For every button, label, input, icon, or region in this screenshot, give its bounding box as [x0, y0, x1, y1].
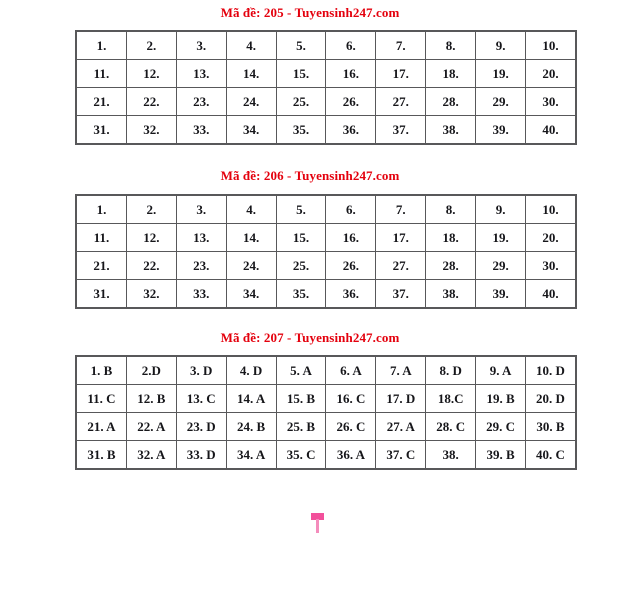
answer-cell[interactable]: 2.D — [126, 357, 176, 385]
answer-cell[interactable]: 24. B — [226, 413, 276, 441]
answer-cell[interactable]: 31. — [77, 280, 127, 308]
answer-cell[interactable]: 36. A — [326, 441, 376, 469]
answer-cell[interactable]: 27. — [376, 252, 426, 280]
answer-cell[interactable]: 21. — [77, 88, 127, 116]
answer-cell[interactable]: 11. C — [77, 385, 127, 413]
answer-cell[interactable]: 16. — [326, 60, 376, 88]
table-row — [77, 441, 576, 469]
answer-grid-wrap-207 — [76, 356, 565, 469]
answer-cell[interactable]: 12. — [126, 224, 176, 252]
answer-cell[interactable]: 17. D — [376, 385, 426, 413]
answer-cell[interactable]: 40. — [526, 116, 576, 144]
exam-code-title-206: Mã đề: 206 - Tuyensinh247.com — [220, 168, 400, 183]
answer-cell[interactable]: 8. D — [426, 357, 476, 385]
answer-cell[interactable]: 38. — [426, 280, 476, 308]
pink-pushpin-icon — [311, 513, 325, 533]
answer-grid-wrap-205 — [76, 31, 559, 144]
answer-grid-205 — [76, 31, 576, 144]
answer-cell[interactable]: 16. C — [326, 385, 376, 413]
answer-cell[interactable]: 30. — [526, 252, 576, 280]
answer-cell[interactable]: 25. — [276, 88, 326, 116]
answer-cell[interactable]: 27. — [376, 88, 426, 116]
answer-cell[interactable]: 38. — [426, 441, 476, 469]
answer-cell[interactable]: 21. A — [77, 413, 127, 441]
answer-cell[interactable]: 33. — [176, 116, 226, 144]
answer-cell[interactable]: 23. D — [176, 413, 226, 441]
answer-cell[interactable]: 32. — [126, 116, 176, 144]
answer-cell[interactable]: 24. — [226, 88, 276, 116]
answer-block-205 — [0, 5, 620, 21]
answer-cell[interactable]: 20. — [526, 60, 576, 88]
answer-cell[interactable]: 3. — [176, 196, 226, 224]
table-row — [77, 357, 576, 385]
answer-cell[interactable]: 16. — [326, 224, 376, 252]
answer-cell[interactable]: 10. — [526, 32, 576, 60]
answer-cell[interactable]: 32. — [126, 280, 176, 308]
answer-block-206 — [0, 168, 620, 184]
answer-cell[interactable]: 39. — [476, 116, 526, 144]
table-row — [77, 60, 576, 88]
answer-cell[interactable]: 39. B — [476, 441, 526, 469]
answer-block-207 — [0, 330, 620, 346]
answer-cell[interactable]: 35. — [276, 280, 326, 308]
answer-cell[interactable]: 37. — [376, 116, 426, 144]
answer-cell[interactable]: 9. — [476, 32, 526, 60]
answer-cell[interactable]: 40. C — [526, 441, 576, 469]
answer-grid-207 — [76, 356, 576, 469]
answer-cell[interactable]: 12. B — [126, 385, 176, 413]
answer-cell[interactable]: 5. — [276, 196, 326, 224]
answer-cell[interactable]: 24. — [226, 252, 276, 280]
answer-cell[interactable]: 18. — [426, 60, 476, 88]
answer-cell[interactable]: 30. — [526, 88, 576, 116]
answer-cell[interactable]: 11. — [77, 60, 127, 88]
answer-cell[interactable]: 14. — [226, 224, 276, 252]
answer-cell[interactable]: 21. — [77, 252, 127, 280]
table-row — [77, 413, 576, 441]
answer-cell[interactable]: 7. — [376, 196, 426, 224]
answer-cell[interactable]: 30. B — [526, 413, 576, 441]
answer-cell[interactable]: 34. A — [226, 441, 276, 469]
answer-cell[interactable]: 28. — [426, 88, 476, 116]
answer-cell[interactable]: 31. B — [77, 441, 127, 469]
answer-cell[interactable]: 38. — [426, 116, 476, 144]
answer-cell[interactable]: 4. — [226, 32, 276, 60]
answer-cell[interactable]: 26. — [326, 252, 376, 280]
answer-cell[interactable]: 13. C — [176, 385, 226, 413]
answer-cell[interactable]: 12. — [126, 60, 176, 88]
answer-cell[interactable]: 20. D — [526, 385, 576, 413]
answer-cell[interactable]: 3. D — [176, 357, 226, 385]
answer-cell[interactable]: 22. — [126, 88, 176, 116]
answer-cell[interactable]: 33. D — [176, 441, 226, 469]
answer-cell[interactable]: 39. — [476, 280, 526, 308]
answer-cell[interactable]: 35. C — [276, 441, 326, 469]
answer-cell[interactable]: 28. — [426, 252, 476, 280]
table-row — [77, 252, 576, 280]
answer-cell[interactable]: 29. C — [476, 413, 526, 441]
answer-cell[interactable]: 9. A — [476, 357, 526, 385]
answer-cell[interactable]: 15. — [276, 60, 326, 88]
answer-cell[interactable]: 27. A — [376, 413, 426, 441]
table-row — [77, 32, 576, 60]
answer-cell[interactable]: 23. — [176, 88, 226, 116]
pushpin-needle — [316, 519, 319, 533]
answer-cell[interactable]: 31. — [77, 116, 127, 144]
answer-cell[interactable]: 32. A — [126, 441, 176, 469]
answer-grid-wrap-206 — [76, 195, 559, 308]
table-row — [77, 116, 576, 144]
answer-cell[interactable]: 19. B — [476, 385, 526, 413]
exam-code-title-207: Mã đề: 207 - Tuyensinh247.com — [220, 330, 400, 345]
answer-cell[interactable]: 6. — [326, 196, 376, 224]
answer-cell[interactable]: 7. — [376, 32, 426, 60]
answer-cell[interactable]: 10. D — [526, 357, 576, 385]
answer-cell[interactable]: 25. B — [276, 413, 326, 441]
answer-cell[interactable]: 8. — [426, 196, 476, 224]
answer-cell[interactable]: 29. — [476, 252, 526, 280]
answer-cell[interactable]: 9. — [476, 196, 526, 224]
answer-cell[interactable]: 6. — [326, 32, 376, 60]
answer-cell[interactable]: 7. A — [376, 357, 426, 385]
answer-cell[interactable]: 36. — [326, 116, 376, 144]
answer-cell[interactable]: 19. — [476, 60, 526, 88]
answer-cell[interactable]: 26. C — [326, 413, 376, 441]
answer-cell[interactable]: 33. — [176, 280, 226, 308]
answer-cell[interactable]: 28. C — [426, 413, 476, 441]
answer-cell[interactable]: 40. — [526, 280, 576, 308]
table-row — [77, 88, 576, 116]
table-row — [77, 280, 576, 308]
answer-cell[interactable]: 29. — [476, 88, 526, 116]
answer-cell[interactable]: 8. — [426, 32, 476, 60]
answer-cell[interactable]: 4. D — [226, 357, 276, 385]
table-row — [77, 224, 576, 252]
answer-cell[interactable]: 17. — [376, 224, 426, 252]
table-row — [77, 385, 576, 413]
answer-cell[interactable]: 22. A — [126, 413, 176, 441]
answer-cell[interactable]: 37. — [376, 280, 426, 308]
answer-cell[interactable]: 20. — [526, 224, 576, 252]
answer-cell[interactable]: 4. — [226, 196, 276, 224]
answer-cell[interactable]: 37. C — [376, 441, 426, 469]
answer-cell[interactable]: 2. — [126, 196, 176, 224]
answer-cell[interactable]: 18.C — [426, 385, 476, 413]
answer-cell[interactable]: 2. — [126, 32, 176, 60]
answer-cell[interactable]: 3. — [176, 32, 226, 60]
answer-cell[interactable]: 19. — [476, 224, 526, 252]
answer-cell[interactable]: 15. B — [276, 385, 326, 413]
answer-cell[interactable]: 10. — [526, 196, 576, 224]
answer-cell[interactable]: 36. — [326, 280, 376, 308]
answer-cell[interactable]: 25. — [276, 252, 326, 280]
answer-cell[interactable]: 22. — [126, 252, 176, 280]
answer-cell[interactable]: 26. — [326, 88, 376, 116]
answer-cell[interactable]: 1. — [77, 32, 127, 60]
exam-code-title-205: Mã đề: 205 - Tuyensinh247.com — [220, 5, 400, 20]
table-row — [77, 196, 576, 224]
answer-cell[interactable]: 13. — [176, 224, 226, 252]
answer-cell[interactable]: 13. — [176, 60, 226, 88]
answer-cell[interactable]: 1. B — [77, 357, 127, 385]
answer-cell[interactable]: 5. A — [276, 357, 326, 385]
answer-cell[interactable]: 15. — [276, 224, 326, 252]
answer-cell[interactable]: 14. A — [226, 385, 276, 413]
answer-cell[interactable]: 11. — [77, 224, 127, 252]
answer-cell[interactable]: 17. — [376, 60, 426, 88]
answer-cell[interactable]: 5. — [276, 32, 326, 60]
answer-cell[interactable]: 14. — [226, 60, 276, 88]
answer-cell[interactable]: 35. — [276, 116, 326, 144]
answer-cell[interactable]: 23. — [176, 252, 226, 280]
answer-cell[interactable]: 1. — [77, 196, 127, 224]
answer-grid-206 — [76, 195, 576, 308]
answer-cell[interactable]: 6. A — [326, 357, 376, 385]
answer-cell[interactable]: 34. — [226, 280, 276, 308]
answer-cell[interactable]: 18. — [426, 224, 476, 252]
answer-cell[interactable]: 34. — [226, 116, 276, 144]
